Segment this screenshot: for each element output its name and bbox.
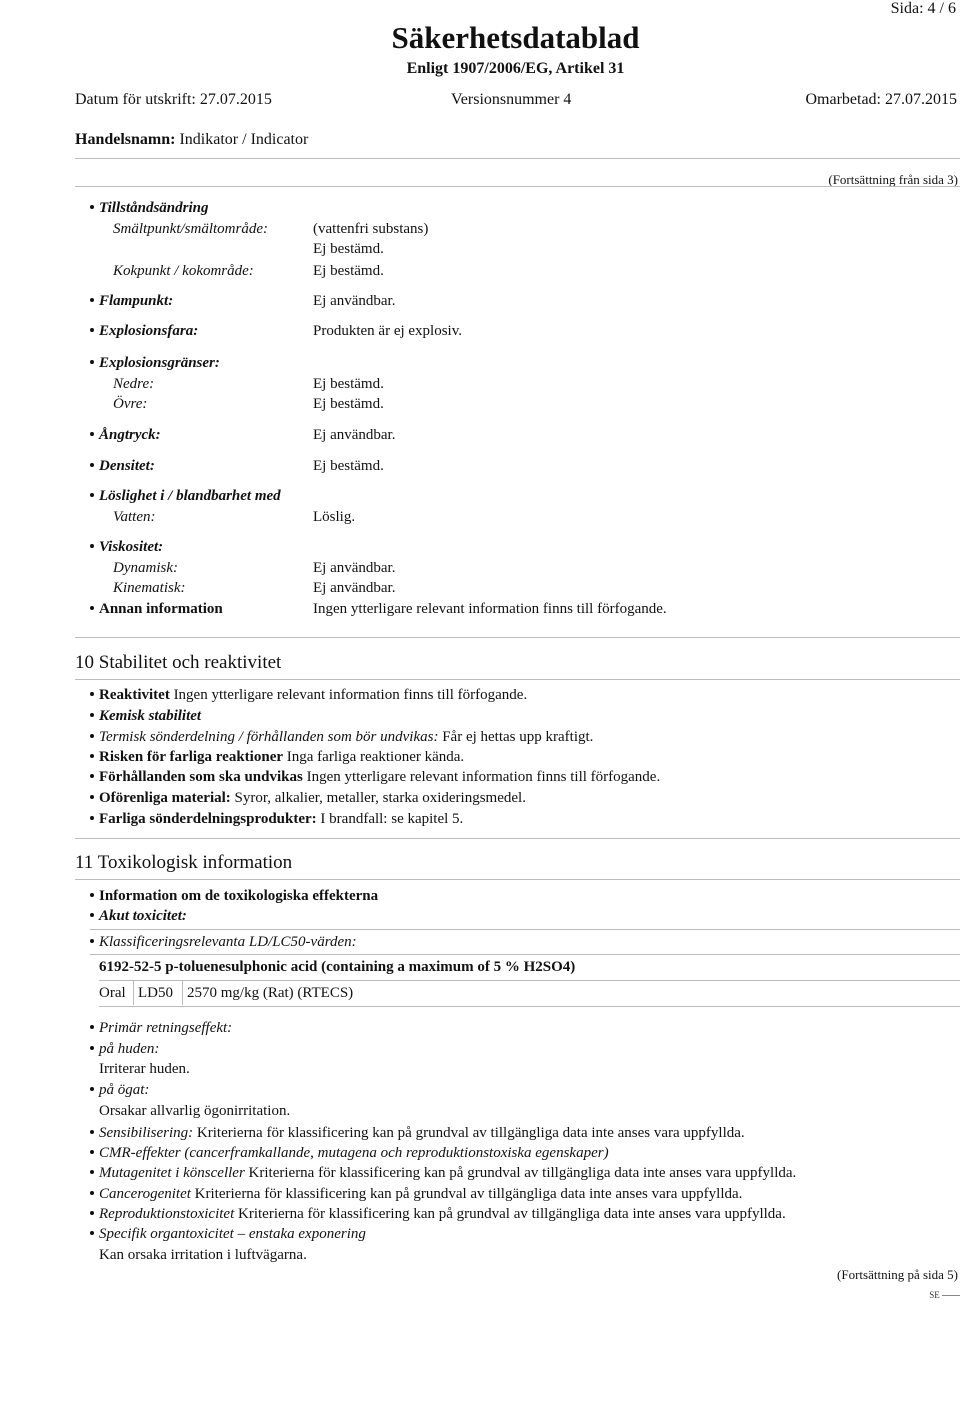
hazard-line: Risken för farliga reaktioner Inga farliga reaktioner kända. — [90, 748, 464, 766]
upper-label: Övre: — [113, 396, 148, 412]
viscosity-label: Viskositet: — [90, 538, 163, 556]
primary-label: Primär retningseffekt: — [90, 1019, 232, 1037]
melting-label: Smältpunkt/smältområde: — [113, 221, 268, 237]
section-11-divider — [75, 879, 960, 880]
limits-label: Explosionsgränser: — [90, 354, 220, 372]
bullet-icon — [90, 774, 94, 778]
bullet-icon — [90, 713, 94, 717]
bullet-icon — [90, 939, 94, 943]
country-code: SE — [929, 1286, 960, 1304]
bullet-icon — [90, 205, 94, 209]
dynamic-label: Dynamisk: — [113, 560, 178, 576]
continued-from: (Fortsättning från sida 3) — [828, 172, 958, 187]
continued-on: (Fortsättning på sida 5) — [837, 1267, 958, 1282]
dynamic-value: Ej användbar. — [313, 560, 396, 576]
skin-label: på huden: — [90, 1040, 159, 1058]
flash-value: Ej användbar. — [313, 293, 396, 309]
section-10-heading: 10 Stabilitet och reaktivitet — [75, 652, 282, 673]
bullet-icon — [90, 913, 94, 917]
thermal-line: Termisk sönderdelning / förhållanden som bör undvikas: Får ej hettas upp kraftigt. — [90, 728, 593, 746]
melting-value: (vattenfri substans) — [313, 221, 429, 237]
route-cell: Oral — [99, 985, 126, 1001]
sensitisation-line: Sensibilisering: Kriterierna för klassificering kan på grundval av tillgängliga data inte anses vara uppfyllda. — [90, 1124, 745, 1142]
bullet-icon — [90, 754, 94, 758]
state-change-label: Tillståndsändring — [90, 199, 208, 217]
solubility-label: Löslighet i / blandbarhet med — [90, 487, 281, 505]
page-number: Sida: 4 / 6 — [890, 0, 956, 17]
cell-divider — [133, 981, 134, 1005]
bullet-icon — [90, 544, 94, 548]
ld50-label: Klassificeringsrelevanta LD/LC50-värden: — [90, 933, 357, 951]
header-divider — [75, 158, 960, 159]
vapour-label: Ångtryck: — [90, 426, 161, 444]
kinematic-label: Kinematisk: — [113, 580, 186, 596]
bullet-icon — [90, 298, 94, 302]
value-cell: 2570 mg/kg (Rat) (RTECS) — [187, 985, 354, 1001]
acute-label: Akut toxicitet: — [90, 907, 187, 925]
lower-label: Nedre: — [113, 376, 155, 392]
carcinogenicity-line: Cancerogenitet Kriterierna för klassificering kan på grundval av tillgängliga data inte anses vara uppfyllda. — [90, 1185, 742, 1203]
kinematic-value: Ej användbar. — [313, 580, 396, 596]
bullet-icon — [90, 1170, 94, 1174]
document-title: Säkerhetsdatablad — [391, 20, 640, 55]
section-divider-2 — [75, 838, 960, 839]
explosion-label: Explosionsfara: — [90, 322, 198, 340]
flash-label: Flampunkt: — [90, 292, 173, 310]
bullet-icon — [90, 493, 94, 497]
skin-value: Irriterar huden. — [99, 1061, 190, 1077]
bullet-icon — [90, 432, 94, 436]
boiling-label: Kokpunkt / kokområde: — [113, 263, 254, 279]
boiling-value: Ej bestämd. — [313, 263, 384, 279]
footer-line — [942, 1295, 960, 1296]
trade-name-label: Handelsnamn: — [75, 131, 176, 148]
lower-value: Ej bestämd. — [313, 376, 384, 392]
document-subtitle: Enligt 1907/2006/EG, Artikel 31 — [406, 60, 625, 77]
bullet-icon — [90, 360, 94, 364]
bullet-icon — [90, 1211, 94, 1215]
print-date: Datum för utskrift: 27.07.2015 — [75, 91, 272, 108]
chem-stability-label: Kemisk stabilitet — [90, 707, 201, 725]
other-label: Annan information — [90, 600, 223, 618]
tox-info-label: Information om de toxikologiska effekterna — [90, 887, 378, 905]
trade-name-value: Indikator / Indicator — [179, 131, 309, 148]
eye-label: på ögat: — [90, 1081, 149, 1099]
water-label: Vatten: — [113, 509, 156, 525]
section-11-heading: 11 Toxikologisk information — [75, 852, 293, 873]
mutagenicity-line: Mutagenitet i könsceller Kriterierna för klassificering kan på grundval av tillgängliga data inte anses vara uppfyllda. — [90, 1164, 796, 1182]
incompat-line: Oförenliga material: Syror, alkalier, metaller, starka oxideringsmedel. — [90, 789, 526, 807]
other-value: Ingen ytterligare relevant information finns till förfogande. — [313, 601, 667, 617]
bullet-icon — [90, 606, 94, 610]
table-row-bottom — [99, 1006, 960, 1007]
bullet-icon — [90, 816, 94, 820]
cell-divider — [182, 981, 183, 1005]
stot-value: Kan orsaka irritation i luftvägarna. — [99, 1247, 307, 1263]
table-top-line — [90, 954, 960, 955]
bullet-icon — [90, 1025, 94, 1029]
version-number: Versionsnummer 4 — [451, 91, 572, 108]
bullet-icon — [90, 893, 94, 897]
trade-name — [75, 131, 308, 149]
vapour-value: Ej användbar. — [313, 427, 396, 443]
density-label: Densitet: — [90, 457, 155, 475]
water-value: Löslig. — [313, 509, 356, 525]
revised-date: Omarbetad: 27.07.2015 — [805, 91, 957, 108]
melting-value-2: Ej bestämd. — [313, 241, 384, 257]
tox-divider — [90, 929, 960, 930]
bullet-icon — [90, 1231, 94, 1235]
decomp-line: Farliga sönderdelningsprodukter: I brandfall: se kapitel 5. — [90, 810, 463, 828]
avoid-line: Förhållanden som ska undvikas Ingen ytterligare relevant information finns till förfogande. — [90, 768, 660, 786]
bullet-icon — [90, 1150, 94, 1154]
upper-value: Ej bestämd. — [313, 396, 384, 412]
reactivity-line: Reaktivitet Ingen ytterligare relevant information finns till förfogande. — [90, 686, 527, 704]
section-10-divider — [75, 679, 960, 680]
section-divider — [75, 637, 960, 638]
reproduction-line: Reproduktionstoxicitet Kriterierna för klassificering kan på grundval av tillgängliga data inte anses vara uppfyllda. — [90, 1205, 786, 1223]
bullet-icon — [90, 463, 94, 467]
type-cell: LD50 — [138, 985, 173, 1001]
bullet-icon — [90, 1046, 94, 1050]
density-value: Ej bestämd. — [313, 458, 384, 474]
substance-name: 6192-52-5 p-toluenesulphonic acid (containing a maximum of 5 % H2SO4) — [99, 959, 576, 975]
eye-value: Orsakar allvarlig ögonirritation. — [99, 1103, 291, 1119]
stot-label: Specifik organtoxicitet – enstaka exponering — [90, 1225, 366, 1243]
bullet-icon — [90, 734, 94, 738]
explosion-value: Produkten är ej explosiv. — [313, 323, 462, 339]
bullet-icon — [90, 1130, 94, 1134]
cmr-label: CMR-effekter (cancerframkallande, mutagena och reproduktionstoxiska egenskaper) — [90, 1144, 609, 1162]
bullet-icon — [90, 795, 94, 799]
bullet-icon — [90, 692, 94, 696]
bullet-icon — [90, 328, 94, 332]
bullet-icon — [90, 1087, 94, 1091]
top-divider — [75, 186, 960, 187]
bullet-icon — [90, 1191, 94, 1195]
